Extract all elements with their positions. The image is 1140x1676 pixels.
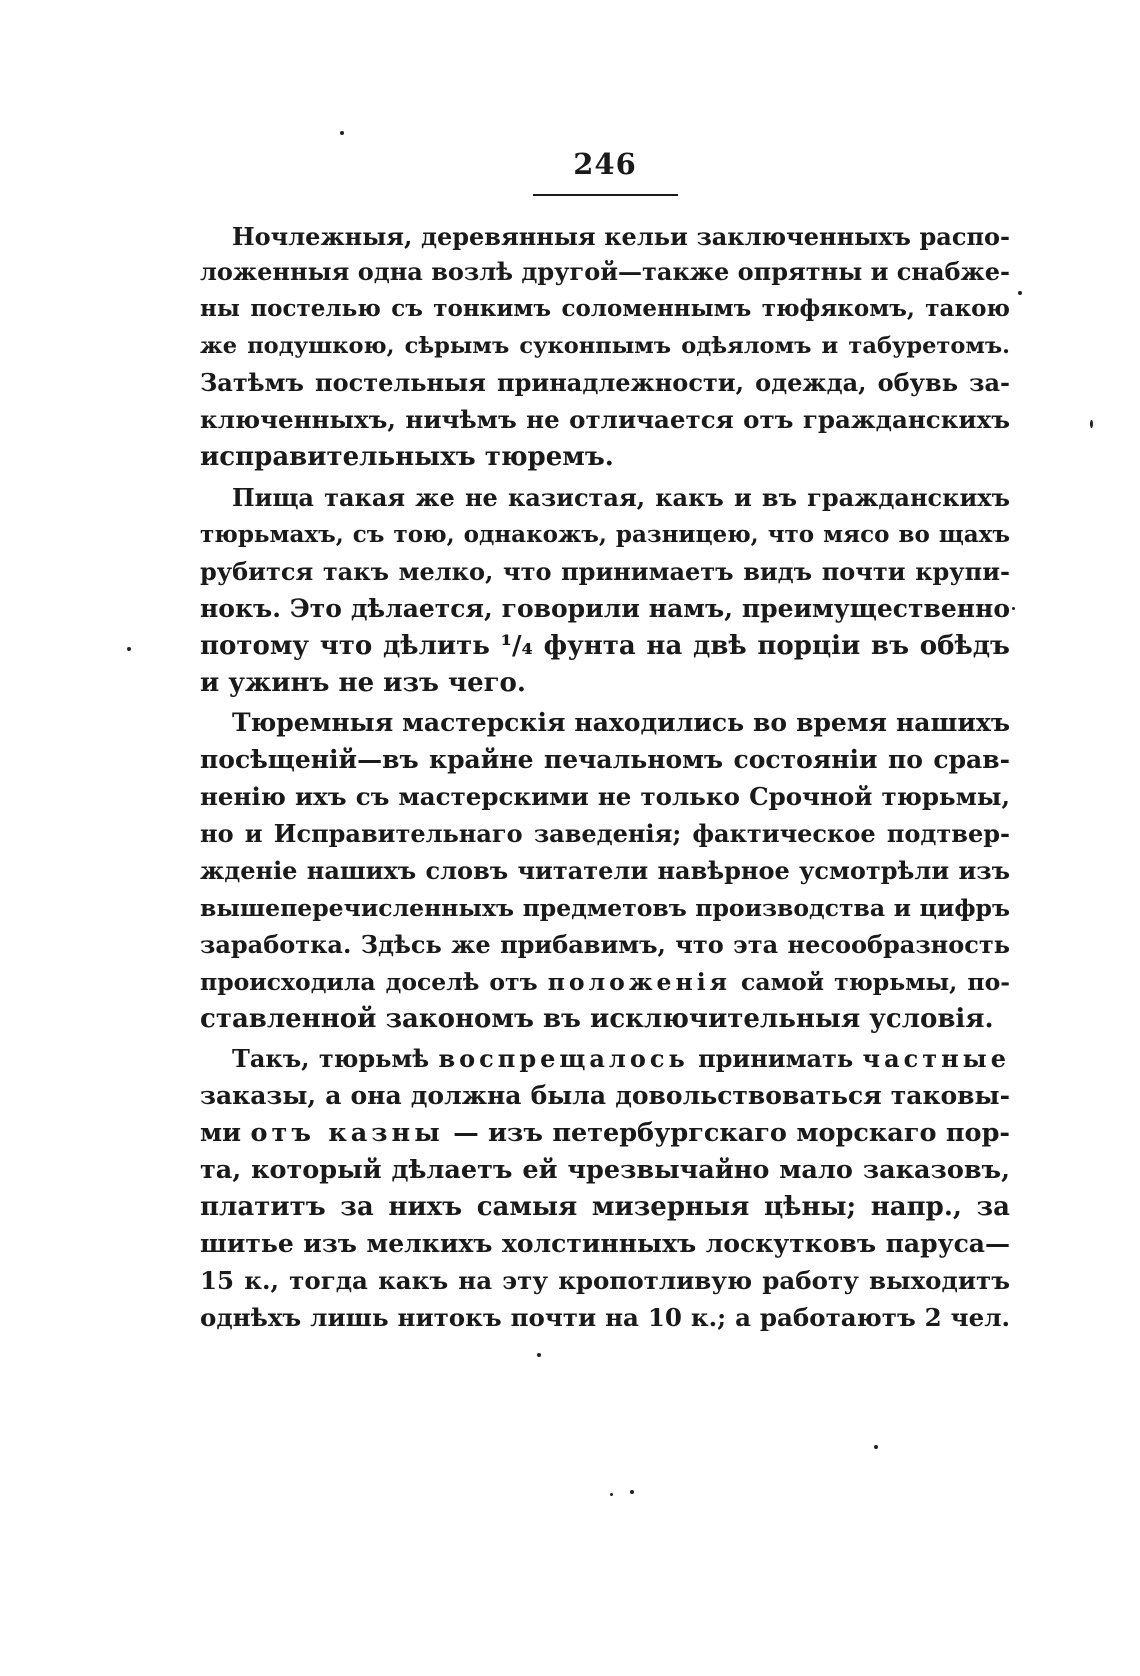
text-line: Тюремныя мастерскія находились во время нашихъ xyxy=(232,708,1010,737)
line-segment: самой тюрьмы, по- xyxy=(741,968,1010,996)
text-line: рубится такъ мелко, что принимаетъ видъ почти крупи- xyxy=(200,557,1010,586)
text-line: шитье изъ мелкихъ холстинныхъ лоскутковъ паруса— xyxy=(200,1229,1010,1258)
text-line xyxy=(200,962,1010,1002)
text-line: потому что дѣлить ¹/₄ фунта на двѣ порціи въ обѣдъ xyxy=(200,631,1010,661)
text-line: Ночлежныя, деревянныя кельи заключенныхъ распо- xyxy=(232,222,1010,251)
page-number-rule xyxy=(533,194,678,196)
scan-speck xyxy=(1018,291,1022,295)
text-line: и ужинъ не изъ чего. xyxy=(200,668,526,698)
text-line xyxy=(200,1113,1010,1153)
text-line: 15 к., тогда какъ на эту кропотливую работу выходитъ xyxy=(200,1266,1010,1295)
scan-speck xyxy=(1090,420,1093,428)
text-line: тюрьмахъ, съ тою, однакожъ, разницею, что мясо во щахъ xyxy=(200,521,1010,548)
text-line: платитъ за нихъ самыя мизерныя цѣны; напр., за xyxy=(200,1192,1010,1222)
text-line: же подушкою, сѣрымъ суконпымъ одѣяломъ и табуретомъ. xyxy=(200,333,1010,359)
scan-speck xyxy=(874,1445,878,1449)
line-segment: Такъ, тюрьмѣ xyxy=(232,1044,430,1073)
text-line xyxy=(232,1039,1010,1079)
text-line: но и Исправительнаго заведенія; фактическое подтвер- xyxy=(200,819,1010,848)
scan-speck xyxy=(127,647,131,651)
text-line: вышеперечисленныхъ предметовъ производства и цифръ xyxy=(200,894,1010,922)
text-line: заработка. Здѣсь же прибавимъ, что эта несообразность xyxy=(200,930,1010,959)
page-number: 246 xyxy=(573,147,637,181)
text-line: ставленной закономъ въ исключительныя условія. xyxy=(200,1004,994,1034)
text-line: Затѣмъ постельныя принадлежности, одежда, обувь за- xyxy=(200,368,1010,397)
text-line: посѣщеній—въ крайне печальномъ состояніи по срав- xyxy=(200,745,1010,774)
text-line: однѣхъ лишь нитокъ почти на 10 к.; а работаютъ 2 чел. xyxy=(200,1303,1010,1332)
spaced-emphasis: воспрещалось xyxy=(438,1044,689,1073)
text-line: жденіе нашихъ словъ читатели навѣрное усмотрѣли изъ xyxy=(200,856,1010,885)
scan-speck xyxy=(1012,607,1015,610)
text-line: Пища такая же не казистая, какъ и въ гражданскихъ xyxy=(232,483,1010,512)
text-line: заказы, а она должна была довольствоваться таковы- xyxy=(200,1081,1010,1110)
text-line: ложенныя одна возлѣ другой—также опрятны и снабже- xyxy=(200,257,1010,286)
text-line: исправительныхъ тюремъ. xyxy=(200,442,614,472)
text-line: ненію ихъ съ мастерскими не только Срочной тюрьмы, xyxy=(200,782,1010,811)
scan-speck xyxy=(630,1490,634,1494)
text-line: нокъ. Это дѣлается, говорили намъ, преимущественно xyxy=(200,594,1010,623)
scan-speck xyxy=(610,1493,613,1496)
line-segment: — изъ петербургскаго морскаго пор- xyxy=(453,1118,1010,1148)
scan-speck xyxy=(340,131,344,135)
line-segment: происходила доселѣ отъ xyxy=(200,968,538,996)
line-segment: принимать xyxy=(698,1044,854,1073)
text-line: ключенныхъ, ничѣмъ не отличается отъ гражданскихъ xyxy=(200,405,1010,434)
line-segment: ми xyxy=(200,1118,242,1148)
scan-speck xyxy=(537,1353,541,1357)
spaced-emphasis: частные xyxy=(862,1044,1010,1073)
text-line: ны постелью съ тонкимъ соломеннымъ тюфякомъ, такою xyxy=(200,295,1010,322)
spaced-emphasis: отъ казны xyxy=(250,1118,444,1148)
text-line: та, который дѣлаетъ ей чрезвычайно мало заказовъ, xyxy=(200,1155,1010,1185)
spaced-emphasis: положенія xyxy=(547,968,731,996)
